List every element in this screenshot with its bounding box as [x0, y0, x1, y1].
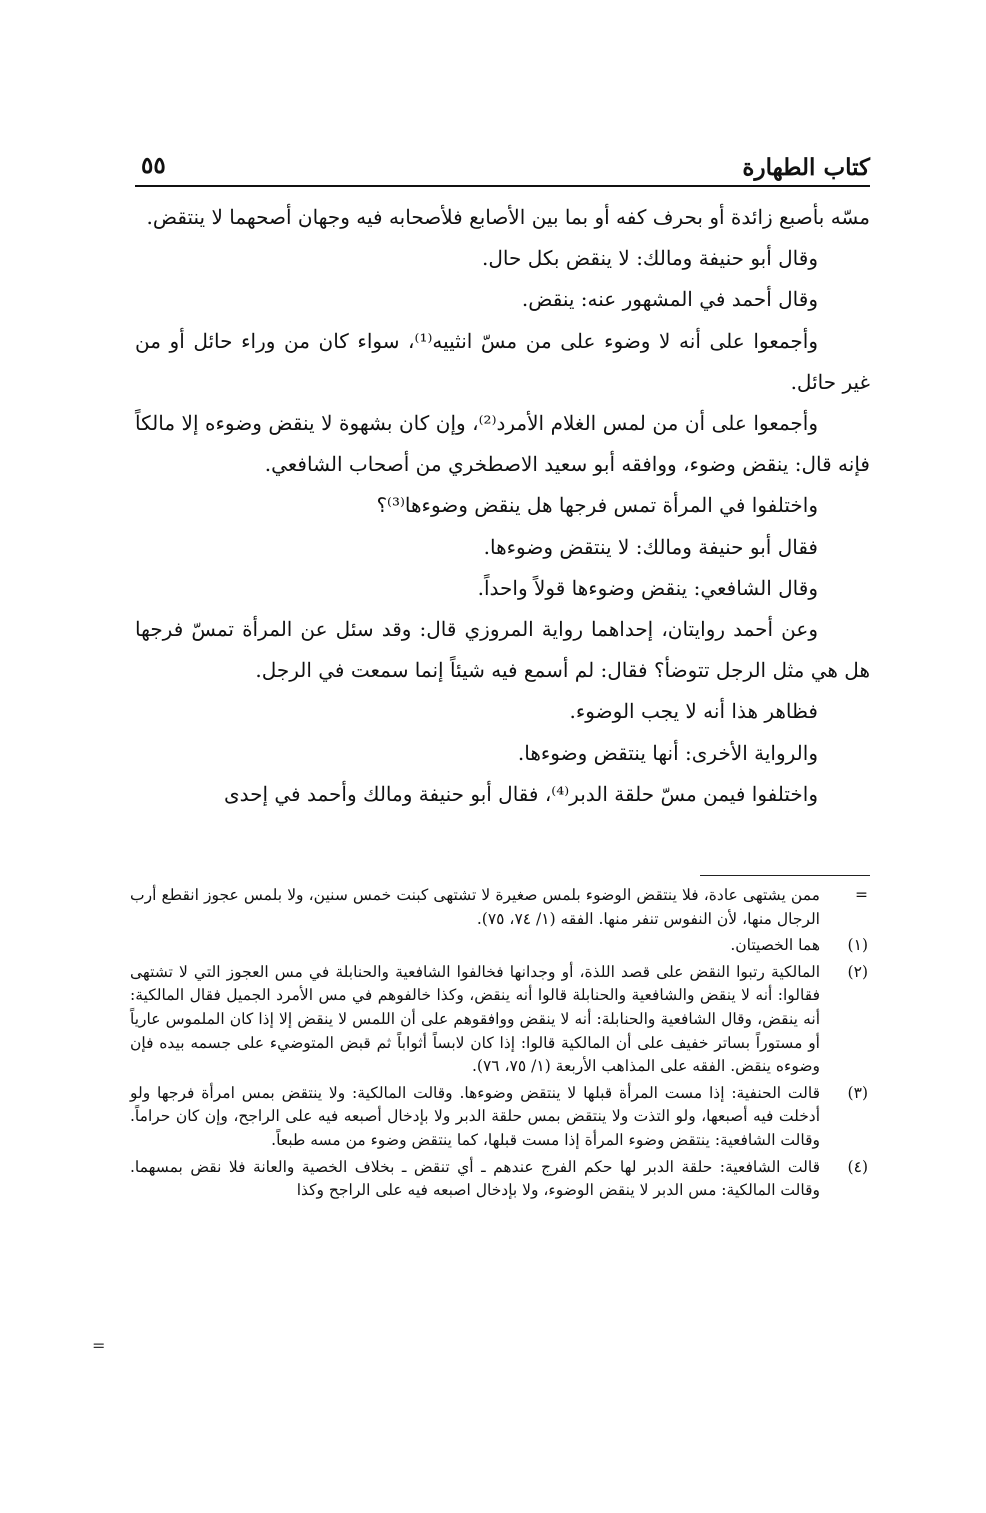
footnote-text: ممن يشتهى عادة، فلا ينتقض الوضوء بلمس صغيرة لا تشتهى كبنت خمس سنين، ولا بلمس عجوز انقطع أرب الرجال منها، لأن النفوس تنفر منها. الفقه (١/ ٧٤، ٧٥). [130, 886, 820, 928]
footnote-text: قالت الشافعية: حلقة الدبر لها حكم الفرج عندهم ـ أي تنقض ـ بخلاف الخصية والعانة فلا نقض بمسهما. وقالت المالكية: مس الدبر لا ينقض الوضوء، ولا بإدخال اصبعه فيه على الراجح وكذا [130, 1157, 820, 1200]
paragraph: واختلفوا فيمن مسّ حلقة الدبر⁽⁴⁾، فقال أبو حنيفة ومالك وأحمد في إحدى [223, 781, 818, 806]
footnote-marker: (٣) [847, 1083, 868, 1102]
paragraph: وقال الشافعي: ينقض وضوءها قولاً واحداً. [477, 575, 818, 600]
footnote-1 [130, 934, 870, 958]
paragraph: فقال أبو حنيفة ومالك: لا ينتقض وضوءها. [483, 534, 818, 559]
page-number: ٥٥ [141, 152, 166, 179]
paragraph: مسّه بأصبع زائدة أو بحرف كفه أو بما بين الأصابع فلأصحابه فيه وجهان أصحهما لا ينتقض. [146, 205, 870, 229]
footnote-marker: (٤) [847, 1157, 868, 1176]
paragraph: واختلفوا في المرأة تمس فرجها هل ينقض وضوءها⁽³⁾؟ [376, 493, 818, 518]
chapter-title: كتاب الطهارة [742, 154, 870, 181]
main-text [135, 197, 870, 815]
paragraph: والرواية الأخرى: أنها ينتقض وضوءها. [517, 740, 818, 765]
header-rule [135, 185, 870, 187]
paragraph: وأجمعوا على أن من لمس الغلام الأمرد⁽²⁾، وإن كان بشهوة لا ينقض وضوءه إلا مالكاً فإنه قال: ينقض وضوء، ووافقه أبو سعيد الاصطخري من أصحاب الشافعي. [135, 411, 870, 477]
footnote-text: هما الخصيتان. [730, 936, 820, 955]
footnote-separator [700, 875, 870, 876]
paragraph: وعن أحمد روايتان، إحداهما رواية المروزي قال: وقد سئل عن المرأة تمسّ فرجها هل هي مثل الرجل تتوضأ؟ فقال: لم أسمع فيه شيئاً إنما سمعت في الرجل. [135, 617, 870, 683]
paragraph: فظاهر هذا أنه لا يجب الوضوء. [569, 699, 818, 724]
continuation-mark: = [92, 1336, 106, 1355]
footnote-marker: = [855, 886, 868, 904]
footnotes [130, 884, 870, 1203]
paragraph: وقال أحمد في المشهور عنه: ينقض. [521, 287, 818, 312]
running-header [135, 148, 870, 188]
paragraph: وقال أبو حنيفة ومالك: لا ينقض بكل حال. [482, 246, 818, 271]
footnote-4 [130, 1156, 870, 1203]
footnote-text: قالت الحنفية: إذا مست المرأة قبلها لا ينتقض وضوءها. وقالت المالكية: ولا ينتقض بمس امرأة فرجها ولو أدخلت فيه أصبعها، ولو التذت ولا ينتقض بمس حلقة الدبر ولا بإدخال أصبعه فيه على الراجح، وإن كان حراماً. وقالت الشافعية: ينتقض وضوء المرأة إذا مست قبلها، كما ينتقض وضوء من مسه طبعاً. [130, 1083, 820, 1149]
footnote-text: المالكية رتبوا النقض على قصد اللذة، أو وجدانها فخالفوا الشافعية والحنابلة في مس العجوز التي لا تشتهى فقالوا: أنه لا ينقض والشافعية والحنابلة قالوا أنه ينقض، وكذا خالفوهم في مس الأمرد الجميل فقال المالكية: أنه ينقض، وقال الشافعية والحنابلة: أنه لا ينقض ووافقوهم على أن اللمس لا ينقض إلا إذا كان الملموس عارياً أو مستوراً بساتر خفيف على أن المالكية قالوا: إذا كان لابساً أثواباً ثم قبض المتوضيء على جسمه بيده فإن وضوءه ينقض. الفقه على المذاهب الأربعة (١/ ٧٥، ٧٦). [130, 962, 820, 1076]
footnote-2 [130, 961, 870, 1079]
footnote-marker: (١) [847, 936, 868, 955]
paragraph: وأجمعوا على أنه لا وضوء على من مسّ انثييه⁽¹⁾، سواء كان من وراء حائل أو من غير حائل. [135, 328, 870, 394]
footnote-3 [130, 1082, 870, 1153]
footnote-marker: (٢) [847, 962, 868, 981]
footnote-continued [130, 884, 870, 931]
